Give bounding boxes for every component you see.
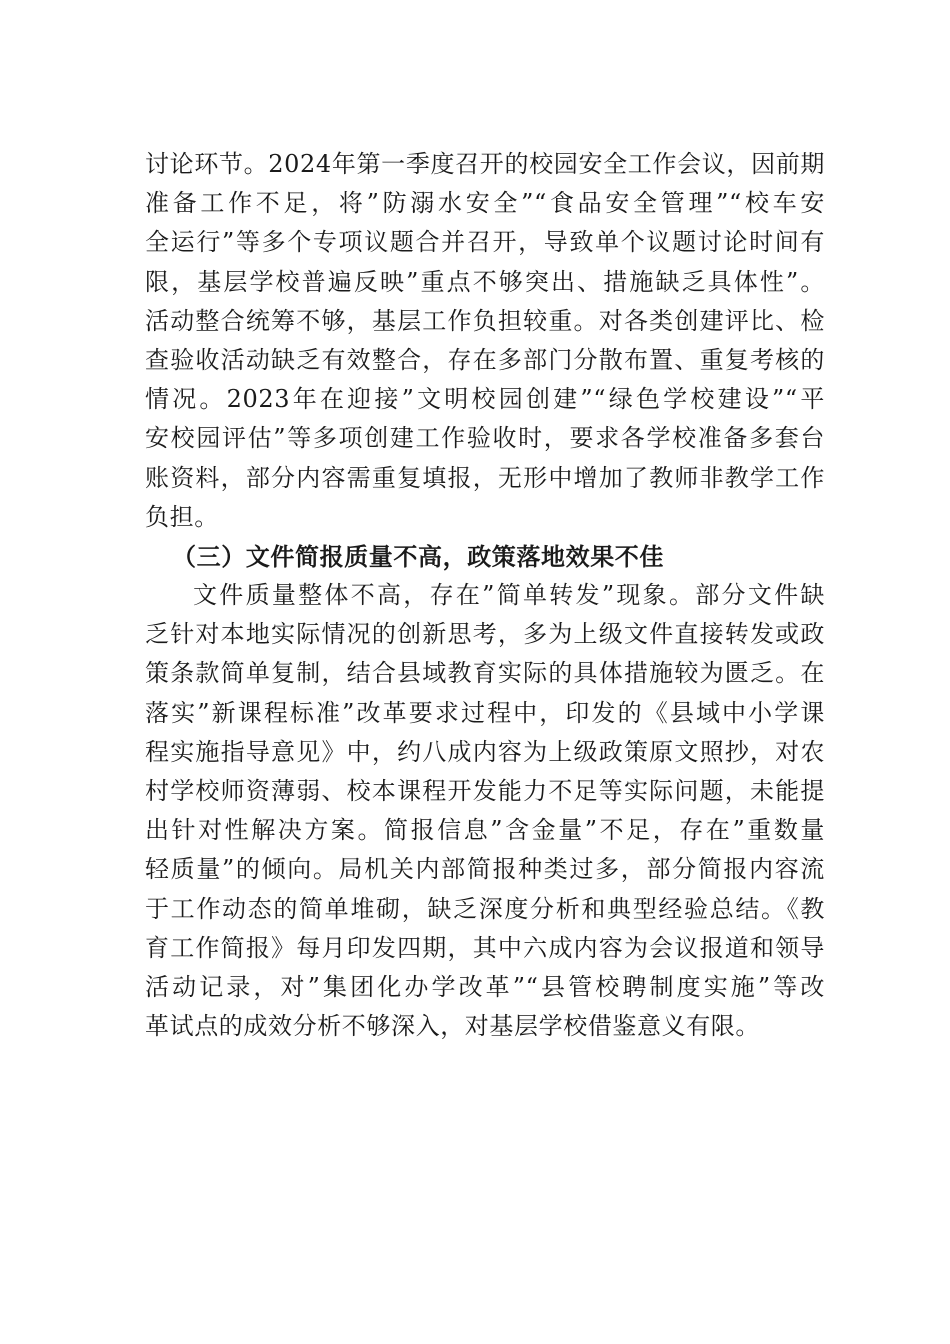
text-line: 程实施指导意见》中，约八成内容为上级政策原文照抄，对农 [145,737,825,766]
text-line: 育工作简报》每月印发四期，其中六成内容为会议报道和领导 [145,933,825,962]
text-line: 落实”新课程标准”改革要求过程中，印发的《县域中小学课 [145,698,825,727]
text-line: 出针对性解决方案。简报信息”含金量”不足，存在”重数量 [145,816,825,845]
document-page [145,145,825,1046]
text-line: 乏针对本地实际情况的创新思考，多为上级文件直接转发或政 [145,620,825,649]
text-line: 文件质量整体不高，存在”简单转发”现象。部分文件缺 [193,581,825,610]
text-line: 安校园评估”等多项创建工作验收时，要求各学校准备多套台 [145,424,825,453]
paragraph-2 [145,576,825,1046]
paragraph-1 [145,145,825,537]
text-line: 轻质量”的倾向。局机关内部简报种类过多，部分简报内容流 [145,855,825,884]
text-line: 活动记录，对”集团化办学改革”“县管校聘制度实施”等改 [145,972,825,1001]
text-line: 账资料，部分内容需重复填报，无形中增加了教师非教学工作 [145,463,825,492]
text-line: 革试点的成效分析不够深入，对基层学校借鉴意义有限。 [145,1012,760,1041]
text-line: 村学校师资薄弱、校本课程开发能力不足等实际问题，未能提 [145,777,825,805]
text-line: 讨论环节。2024年第一季度召开的校园安全工作会议，因前期 [145,150,825,178]
text-line: 策条款简单复制，结合县域教育实际的具体措施较为匮乏。在 [145,659,825,688]
text-line: 负担。 [145,502,219,531]
text-line: 活动整合统筹不够，基层工作负担较重。对各类创建评比、检 [145,306,825,335]
section-heading: （三）文件简报质量不高，政策落地效果不佳 [172,541,664,571]
text-line: 于工作动态的简单堆砌，缺乏深度分析和典型经验总结。《教 [145,894,825,923]
text-line: 情况。2023年在迎接”文明校园创建”“绿色学校建设”“平 [145,385,825,414]
text-line: 准备工作不足，将”防溺水安全”“食品安全管理”“校车安 [145,189,825,218]
text-line: 限，基层学校普遍反映”重点不够突出、措施缺乏具体性”。 [145,267,825,296]
text-line: 全运行”等多个专项议题合并召开，导致单个议题讨论时间有 [145,228,825,257]
text-line: 查验收活动缺乏有效整合，存在多部门分散布置、重复考核的 [145,345,825,374]
